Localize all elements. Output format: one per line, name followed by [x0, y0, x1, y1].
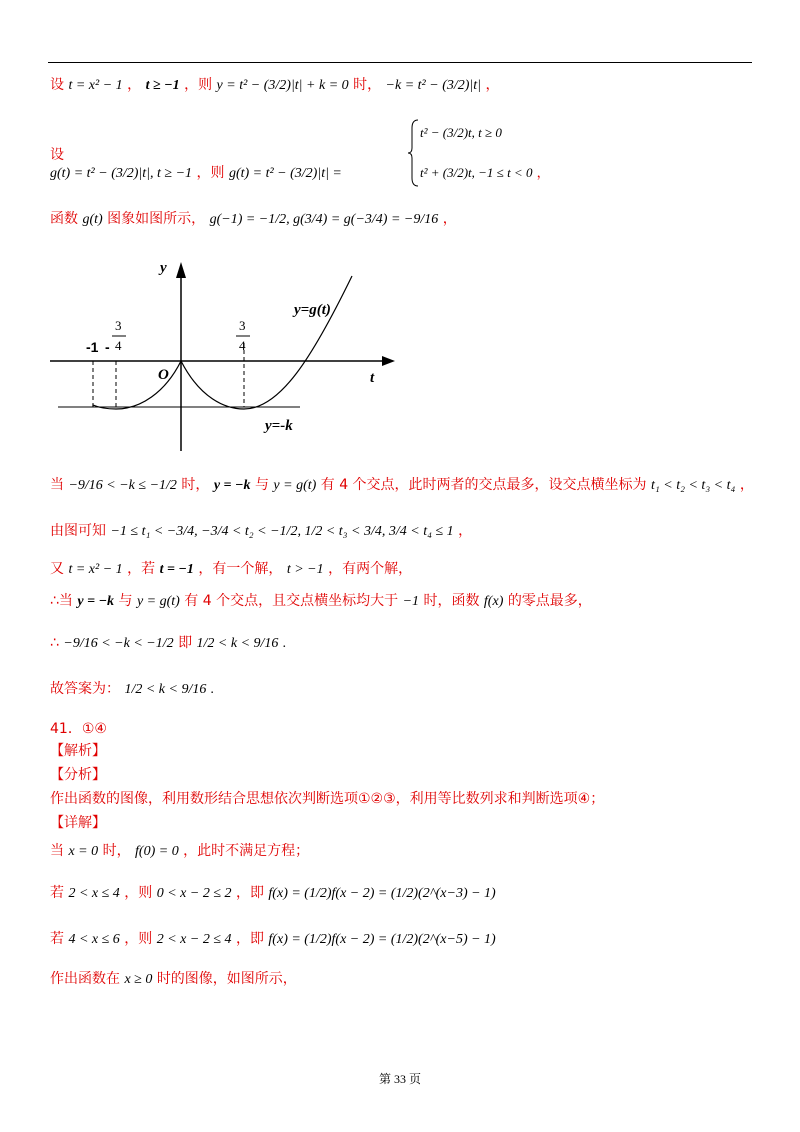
separator: 的零点最多， [507, 593, 592, 609]
tick-label-34-denominator: 4 [239, 338, 246, 353]
piecewise-case-2 [420, 164, 550, 183]
separator: ， [442, 211, 457, 227]
line-label: 设 [50, 147, 64, 163]
math-expr: y = t² − (3/2)|t| + k = 0 [216, 78, 349, 93]
question-answer: 41．①④ [50, 721, 107, 737]
line-label: 由图可知 [50, 523, 106, 539]
math-expr: −9/16 < −k ≤ −1/2 [68, 478, 177, 493]
math-expr: x ≥ 0 [124, 972, 153, 987]
connector-text: 时的图像，如图所示， [156, 971, 297, 987]
line-label: 若 [50, 931, 64, 947]
text-line-7 [50, 592, 592, 611]
math-expr: f(0) = 0 [135, 844, 179, 859]
line-label: ∴ [50, 635, 59, 651]
connector-text: 与 [118, 593, 133, 609]
line-label-y-neg-k: y=-k [265, 418, 293, 434]
section-heading: 【解析】 [50, 743, 106, 759]
line-label: 当 [50, 843, 64, 859]
separator: ，则 [196, 165, 229, 181]
math-expr: −1 ≤ t₁ < −3/4, −3/4 < t₂ < −1/2, 1/2 < t₃ < 3/4, 3/4 < t₄ ≤ 1 [110, 524, 454, 539]
curve-label: y=g(t) [294, 302, 331, 318]
math-expr: f(x) = (1/2)f(x − 2) = (1/2)(2^(x−5) − 1) [268, 932, 496, 947]
text-line-4 [50, 476, 754, 495]
math-expr: 1/2 < k < 9/16 [196, 636, 279, 651]
connector-text: 时， [353, 77, 382, 93]
connector-text: 时， [102, 843, 131, 859]
text-line-3 [50, 210, 457, 229]
connector-text: 图象如图所示， [107, 211, 206, 227]
section-heading: 【详解】 [50, 815, 106, 831]
header-rule [48, 62, 752, 63]
text-line-2-cont [50, 164, 342, 183]
tick-label-34-numerator: 3 [239, 318, 246, 333]
text-line-1 [50, 76, 499, 95]
math-expr: y = −k [77, 594, 115, 609]
separator: . [282, 636, 287, 651]
separator: ， [485, 77, 500, 93]
text-line-14 [50, 842, 309, 861]
connector-text: ，则 [124, 931, 153, 947]
separator: . [210, 682, 215, 697]
connector-text: ，若 [127, 561, 156, 577]
page-number: 第 33 页 [378, 1072, 421, 1086]
connector-text: ，即 [235, 885, 264, 901]
math-expr: g(t) [82, 212, 103, 227]
text-line-2 [50, 146, 64, 164]
tick-label-neg34-sign: - [105, 339, 110, 355]
section-heading: 【分析】 [50, 767, 106, 783]
connector-text: 有 4 个交点，且交点横坐标均大于 [184, 593, 399, 609]
math-expr: 2 < x ≤ 4 [68, 886, 120, 901]
piecewise-case-1 [420, 124, 502, 143]
t-axis-arrow [382, 356, 395, 366]
math-expr: g(t) = t² − (3/2)|t|, t ≥ −1 [50, 166, 193, 181]
text-line-5 [50, 522, 472, 541]
connector-text: 时， [181, 477, 210, 493]
math-expr: −9/16 < −k < −1/2 [63, 636, 174, 651]
connector-text: ，此时不满足方程； [183, 843, 310, 859]
math-expr: −1 [402, 594, 420, 609]
tick-label-neg34-numerator: 3 [115, 318, 122, 333]
math-expr: t > −1 [286, 562, 324, 577]
line-label: 当 [50, 477, 64, 493]
math-expr: t = x² − 1 [68, 562, 123, 577]
separator: ， [458, 523, 473, 539]
math-expr: t ≥ −1 [145, 78, 180, 93]
text-line-9 [50, 680, 214, 699]
connector-text: ，有一个解， [198, 561, 283, 577]
connector-text: ，则 [124, 885, 153, 901]
separator: ，则 [184, 77, 217, 93]
separator: ， [536, 166, 550, 181]
math-expr: f(x) = (1/2)f(x − 2) = (1/2)(2^(x−3) − 1) [268, 886, 496, 901]
math-expr: x = 0 [68, 844, 99, 859]
line-label: 函数 [50, 211, 78, 227]
tick-label-neg34-denominator: 4 [115, 338, 122, 353]
connector-text: ，即 [235, 931, 264, 947]
math-expr: g(−1) = −1/2, g(3/4) = g(−3/4) = −9/16 [209, 212, 439, 227]
section-detail [50, 814, 106, 832]
connector-text: 即 [178, 635, 193, 651]
section-breakdown [50, 766, 106, 784]
separator: ， [739, 477, 754, 493]
graph-g-of-t [50, 248, 410, 458]
math-expr: y = g(t) [136, 594, 180, 609]
line-label: 故答案为： [50, 681, 120, 697]
text-line-17 [50, 970, 297, 989]
math-expr: g(t) = t² − (3/2)|t| = [228, 166, 342, 181]
y-axis-label: y [160, 260, 167, 276]
question-number [50, 720, 107, 738]
math-expr: y = g(t) [273, 478, 317, 493]
math-expr: t = x² − 1 [68, 78, 123, 93]
curve-g-of-t [93, 276, 352, 409]
connector-text: 有 4 个交点，此时两者的交点最多，设交点横坐标为 [320, 477, 647, 493]
connector-text: 与 [254, 477, 269, 493]
paragraph-text: 作出函数的图像，利用数形结合思想依次判断选项①②③，利用等比数列求和判断选项④； [50, 791, 605, 807]
text-line-6 [50, 560, 412, 579]
text-line-approach [50, 790, 604, 808]
piecewise-brace [408, 118, 420, 188]
separator: ，有两个解， [328, 561, 413, 577]
math-expr: t₁ < t₂ < t₃ < t₄ [651, 478, 736, 493]
line-label: 设 [50, 77, 64, 93]
math-expr: 4 < x ≤ 6 [68, 932, 120, 947]
math-expr: y = −k [213, 478, 251, 493]
math-expr: 0 < x − 2 ≤ 2 [156, 886, 232, 901]
math-expr: 2 < x − 2 ≤ 4 [156, 932, 232, 947]
text-line-16 [50, 930, 496, 949]
text-line-15 [50, 884, 496, 903]
line-label: 作出函数在 [50, 971, 120, 987]
connector-text: 时，函数 [423, 593, 480, 609]
y-axis-arrow [176, 262, 186, 278]
math-expr: t² − (3/2)t, t ≥ 0 [420, 125, 502, 140]
math-expr: f(x) [483, 594, 504, 609]
text-line-8 [50, 634, 286, 653]
math-expr: −k = t² − (3/2)|t| [385, 78, 481, 93]
section-analysis [50, 742, 106, 760]
t-axis-label: t [370, 370, 375, 386]
line-label: ∴当 [50, 593, 73, 609]
math-expr: 1/2 < k < 9/16 [124, 682, 207, 697]
math-expr: t² + (3/2)t, −1 ≤ t < 0 [420, 165, 533, 180]
separator: ， [127, 77, 142, 93]
line-label: 又 [50, 561, 64, 577]
origin-label: O [158, 367, 169, 383]
tick-label-neg1: -1 [86, 339, 99, 355]
line-label: 若 [50, 885, 64, 901]
math-expr: t = −1 [159, 562, 194, 577]
